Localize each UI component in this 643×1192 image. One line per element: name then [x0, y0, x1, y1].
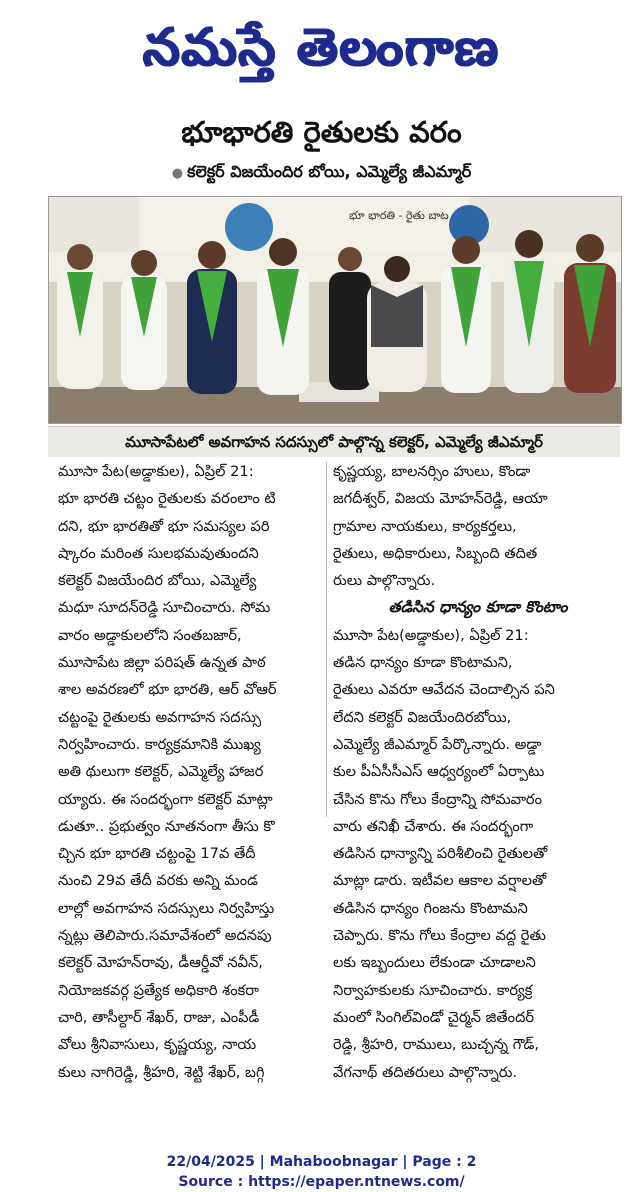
article-text-line: డుతూ.. ప్రభుత్వం నూతనంగా తీసు కొ	[58, 817, 275, 835]
article-text-line: నిర్వాహకులకు సూచించారు. కార్యక్ర	[333, 981, 533, 999]
article-column-right	[333, 458, 623, 1086]
article-text-line: దని, భూ భారతితో భూ సమస్యల పరి	[58, 517, 270, 535]
article-text-line: రెడ్డి, శ్రీహరి, రాములు, బుచ్చన్న గౌడ్,	[333, 1036, 539, 1054]
footer-source: Source : https://epaper.ntnews.com/	[178, 1174, 465, 1190]
article-text-line: జగదీశ్వర్, విజయ మోహన్‌రెడ్డి, ఆయా	[333, 490, 548, 508]
article-text-line: వోలు శ్రీనివాసులు, కృష్ణయ్య, నాయ	[58, 1036, 257, 1054]
article-text-line: య్యారు. ఈ సందర్భంగా కలెక్టర్ మాట్లా	[58, 790, 273, 808]
article-text-line: రులు పాల్గొన్నారు.	[333, 572, 436, 590]
article-text-line: కలెక్టర్ మోహన్‌రావు, డీఆర్డీవో నవీన్,	[58, 954, 263, 972]
article-text-line: నుంచి 29వ తేదీ వరకు అన్ని మండ	[58, 872, 258, 890]
article-text-line: లకు ఇబ్బందులు లేకుండా చూడాలని	[333, 954, 536, 972]
article-text-line: శాల అవరణలో భూ భారతి, ఆర్ వోఆర్	[58, 681, 277, 699]
article-text-line: మాట్లా డారు. ఇటీవల ఆకాల వర్షాలతో	[333, 872, 547, 890]
article-text-line: తడిసిన ధాన్యాన్ని పరిశీలించి రైతులతో	[333, 845, 548, 863]
article-text-line: నియోజకవర్గ ప్రత్యేక అధికారి శంకరా	[58, 981, 259, 999]
article-text-line: కలెక్టర్ విజయేందిర బోయి, ఎమ్మెల్యే	[58, 572, 257, 590]
footer-date-edition: 22/04/2025 | Mahaboobnagar | Page : 2	[166, 1154, 477, 1170]
article-text-line: అతి థులుగా కలెక్టర్, ఎమ్మెల్యే హాజర	[58, 763, 264, 781]
article-text-line: చ్చిన భూ భారతి చట్టంపై 17వ తేదీ	[58, 845, 256, 863]
article-text-line: తడిన ధాన్యం కూడా కొంటామని,	[333, 654, 513, 672]
article-text-line: చేసిన కొను గోలు కేంద్రాన్ని సోమవారం	[333, 790, 542, 808]
banner-text: భూ భారతి - రైతు బాట	[349, 209, 449, 222]
event-photo-illustration	[49, 197, 621, 423]
photo-caption: మూసాపేటలో అవగాహన సదస్సులో పాల్గొన్న కలెక్టర్, ఎమ్మెల్యే జీఎమ్మార్	[48, 426, 620, 457]
article-text-line: వారం అడ్డాకులలోని సంతబజార్,	[58, 626, 242, 644]
page-footer	[0, 1152, 643, 1192]
article-text-line: కృష్ణయ్య, బాలనర్సిం హులు, కొండా	[333, 463, 531, 480]
article-text-line: వేగనాథ్ తదితరులు పాల్గొన్నారు.	[333, 1063, 518, 1081]
article-text-line: చారి, తాసీల్దార్ శేఖర్, రాజు, ఎంపీడీ	[58, 1008, 260, 1026]
article-text-line: మూసా పేట(అడ్డాకుల), ఏప్రిల్ 21:	[58, 463, 254, 480]
article-text-line: చట్టంపై రైతులకు అవగాహన సదస్సు	[58, 708, 262, 726]
article-text-line: గ్రామాల నాయకులు, కార్యకర్తలు,	[333, 517, 517, 535]
article-column-left	[58, 458, 320, 1086]
bullet-icon: ●	[171, 166, 184, 181]
article-text-line: రైతులు ఎవరూ ఆవేదన చెందాల్సిన పని	[333, 681, 555, 699]
newspaper-masthead: నమస్తే తెలంగాణ	[143, 18, 500, 78]
article-text-line: ఎమ్మెల్యే జీఎమ్మార్ పేర్కొన్నారు. అడ్డా	[333, 735, 542, 753]
article-text-line: చెప్పారు. కొను గోలు కేంద్రాల వద్ద రైతు	[333, 927, 546, 945]
event-photo	[48, 196, 622, 424]
article-text-line: మూసా పేట(అడ్డాకుల), ఏప్రిల్ 21:	[333, 626, 529, 644]
article-text-line: మూసాపేట జిల్లా పరిషత్ ఉన్నత పాఠ	[58, 654, 266, 672]
article-text-line: రైతులు, అధికారులు, సిబ్బంది తదిత	[333, 544, 538, 562]
article-text-line: న్నట్లు తెలిపారు.సమావేశంలో అదనపు	[58, 927, 272, 945]
article-text-line: భూ భారతి చట్టం రైతులకు వరంలాం టి	[58, 490, 276, 508]
article-text-line: కుల పీఏసీసీఎస్ ఆధ్వర్యంలో ఏర్పాటు	[333, 763, 545, 781]
column-divider	[326, 462, 327, 817]
article-text-line: తడిసిన ధాన్యం గింజను కొంటామని	[333, 899, 528, 917]
secondary-subheading: తడిసిన ధాన్యం కూడా కొంటాం	[388, 598, 568, 617]
article-text-line: నిర్వహించారు. కార్యక్రమానికి ముఖ్య	[58, 735, 261, 753]
article-text-line: లేదని కలెక్టర్ విజయేందిరబోయి,	[333, 708, 512, 726]
article-text-line: మంలో సింగిల్‌విండో చైర్మన్ జితేందర్	[333, 1008, 535, 1026]
article-text-line: లాల్లో అవగాహన సదస్సులు నిర్వహిస్తు	[58, 899, 275, 917]
subheadline-text: కలెక్టర్ విజయేందిర బోయి, ఎమ్మెల్యే జీఎమ్మార్	[187, 162, 472, 181]
article-text-line: కులు నాగిరెడ్డి, శ్రీహరి, శెట్టి శేఖర్, బగ్గి	[58, 1063, 265, 1081]
article-headline: భూభారతి రైతులకు వరం	[181, 115, 462, 149]
article-subheadline	[60, 160, 583, 186]
article-text-line: వారు తనిఖీ చేశారు. ఈ సందర్భంగా	[333, 817, 534, 835]
article-text-line: ష్కారం మరింత సులభమవుతుందని	[58, 544, 259, 562]
article-text-line: మధూ సూదన్‌రెడ్డి సూచించారు. సోమ	[58, 599, 271, 617]
